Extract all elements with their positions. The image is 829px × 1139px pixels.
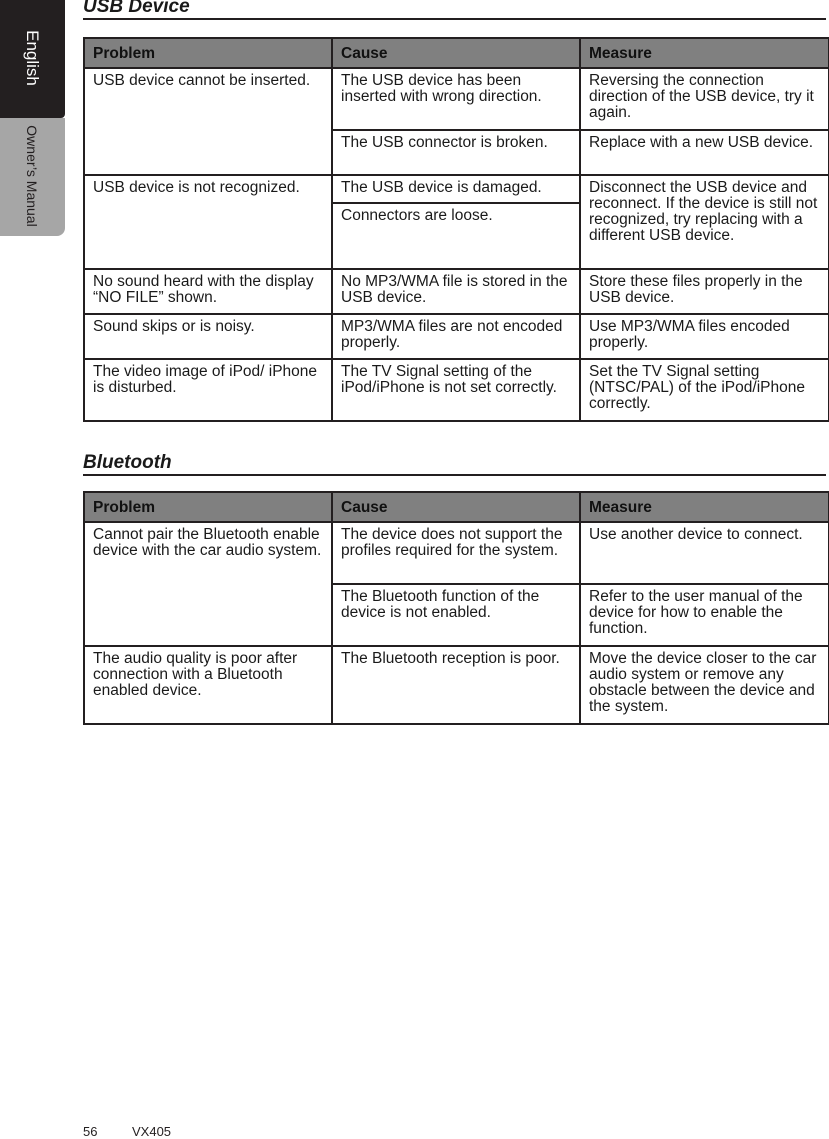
bluetooth-section-title: Bluetooth xyxy=(83,452,826,476)
language-tab xyxy=(0,0,65,118)
table-header-row xyxy=(84,38,829,68)
page-number: 56 xyxy=(83,1124,98,1139)
measure-cell: Use another device to connect. xyxy=(580,522,829,584)
table-row xyxy=(84,68,829,130)
header-cause: Cause xyxy=(332,492,580,522)
measure-cell: Reversing the connection direction of the USB device, try it again. xyxy=(580,68,829,130)
manual-tab-label: Owner’s Manual xyxy=(24,125,40,227)
cause-cell: No MP3/WMA file is stored in the USB device. xyxy=(332,269,580,314)
measure-cell: Store these files properly in the USB device. xyxy=(580,269,829,314)
model-name: VX405 xyxy=(132,1124,172,1139)
usb-troubleshooting-table xyxy=(83,37,829,422)
header-cause: Cause xyxy=(332,38,580,68)
measure-cell: Replace with a new USB device. xyxy=(580,130,829,175)
problem-cell: USB device is not recognized. xyxy=(84,175,332,269)
cause-cell: The Bluetooth function of the device is not enabled. xyxy=(332,584,580,646)
table-row xyxy=(84,175,829,203)
cause-cell: Connectors are loose. xyxy=(332,203,580,269)
cause-cell: The USB device is damaged. xyxy=(332,175,580,203)
measure-cell: Use MP3/WMA files encoded properly. xyxy=(580,314,829,359)
measure-cell: Move the device closer to the car audio system or remove any obstacle between the device and the system. xyxy=(580,646,829,724)
cause-cell: The device does not support the profiles required for the system. xyxy=(332,522,580,584)
problem-cell: No sound heard with the display “NO FILE” shown. xyxy=(84,269,332,314)
problem-cell: USB device cannot be inserted. xyxy=(84,68,332,175)
measure-cell: Refer to the user manual of the device for how to enable the function. xyxy=(580,584,829,646)
cause-cell: The USB connector is broken. xyxy=(332,130,580,175)
table-row xyxy=(84,359,829,421)
table-header-row xyxy=(84,492,829,522)
bluetooth-troubleshooting-table xyxy=(83,491,829,725)
table-row xyxy=(84,646,829,724)
table-row xyxy=(84,269,829,314)
table-row xyxy=(84,314,829,359)
language-tab-label: English xyxy=(23,30,42,86)
measure-cell: Disconnect the USB device and reconnect. If the device is still not recognized, try replacing with a different USB device. xyxy=(580,175,829,269)
measure-cell: Set the TV Signal setting (NTSC/PAL) of the iPod/iPhone correctly. xyxy=(580,359,829,421)
problem-cell: Cannot pair the Bluetooth enable device with the car audio system. xyxy=(84,522,332,646)
cause-cell: The USB device has been inserted with wrong direction. xyxy=(332,68,580,130)
usb-section-title: USB Device xyxy=(83,0,826,20)
header-problem: Problem xyxy=(84,492,332,522)
problem-cell: The video image of iPod/ iPhone is disturbed. xyxy=(84,359,332,421)
cause-cell: The TV Signal setting of the iPod/iPhone is not set correctly. xyxy=(332,359,580,421)
header-measure: Measure xyxy=(580,492,829,522)
header-measure: Measure xyxy=(580,38,829,68)
problem-cell: Sound skips or is noisy. xyxy=(84,314,332,359)
header-problem: Problem xyxy=(84,38,332,68)
manual-tab xyxy=(0,118,65,236)
problem-cell: The audio quality is poor after connection with a Bluetooth enabled device. xyxy=(84,646,332,724)
cause-cell: MP3/WMA files are not encoded properly. xyxy=(332,314,580,359)
cause-cell: The Bluetooth reception is poor. xyxy=(332,646,580,724)
table-row xyxy=(84,522,829,584)
